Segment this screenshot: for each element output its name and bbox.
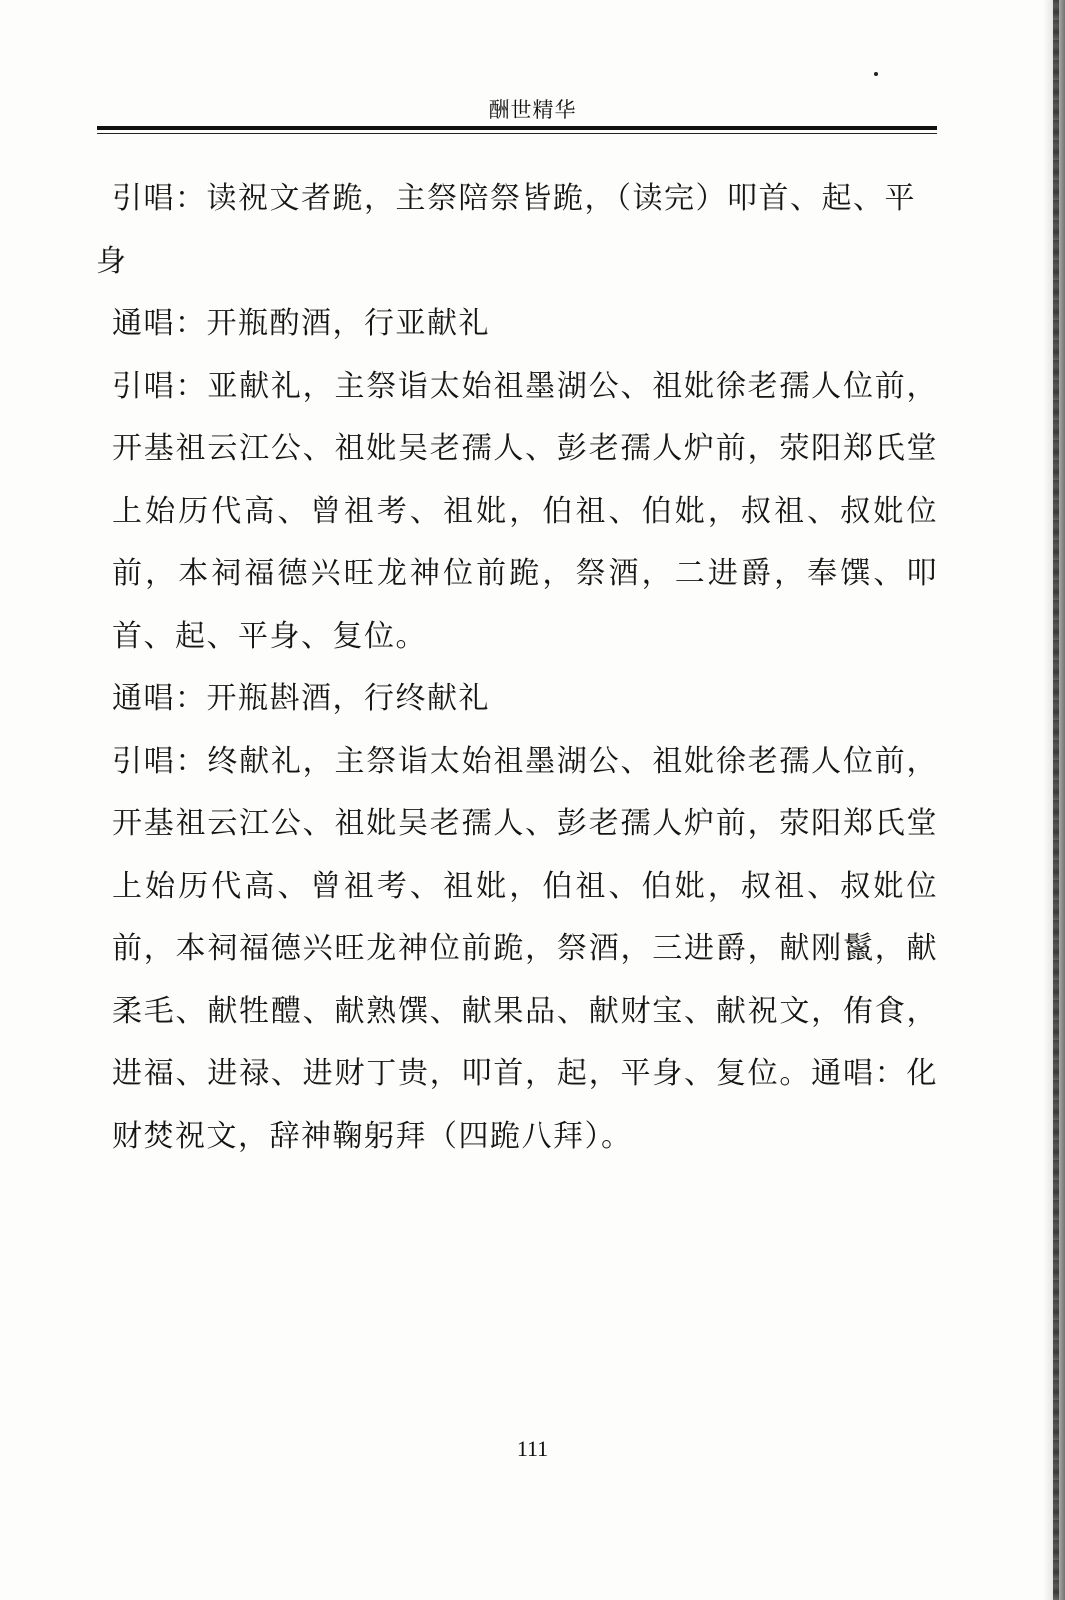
page-number: 111 — [516, 1436, 549, 1461]
paragraph-1-line-1: 引唱：读祝文者跪，主祭陪祭皆跪，（读完）叩首、起、平 — [112, 181, 916, 216]
body-text — [96, 168, 938, 1168]
paragraph-4: 通唱：开瓶斟酒，行终献礼 — [112, 681, 490, 716]
scan-edge-border — [1053, 0, 1059, 1600]
header-rule-thin — [97, 133, 937, 134]
paragraph-2: 通唱：开瓶酌酒，行亚献礼 — [112, 306, 490, 341]
paragraph-5: 引唱：终献礼，主祭诣太始祖墨湖公、祖妣徐老孺人位前，开基祖云江公、祖妣吴老孺人、彭老孺人炉前，荥阳郑氏堂上始历代高、曾祖考、祖妣，伯祖、伯妣，叔祖、叔妣位前，本祠福德兴旺龙神位前跪，祭酒，三进爵，献刚鬣，献柔毛、献牲醴、献熟馔、献果品、献财宝、献祝文，侑食，进福、进禄、进财丁贵，叩首，起，平身、复位。通唱：化财焚祝文，辞神鞠躬拜（四跪八拜）。 — [112, 743, 938, 1154]
scan-speck — [874, 72, 878, 76]
paragraph-1-line-2: 身 — [96, 243, 128, 279]
header-rule-thick — [97, 126, 937, 130]
paragraph-3: 引唱：亚献礼，主祭诣太始祖墨湖公、祖妣徐老孺人位前，开基祖云江公、祖妣吴老孺人、彭老孺人炉前，荥阳郑氏堂上始历代高、曾祖考、祖妣，伯祖、伯妣，叔祖、叔妣位前，本祠福德兴旺龙神位前跪，祭酒，二进爵，奉馔、叩首、起、平身、复位。 — [112, 368, 938, 654]
running-header-title: 酬世精华 — [488, 98, 577, 122]
paragraph-1 — [96, 168, 938, 293]
